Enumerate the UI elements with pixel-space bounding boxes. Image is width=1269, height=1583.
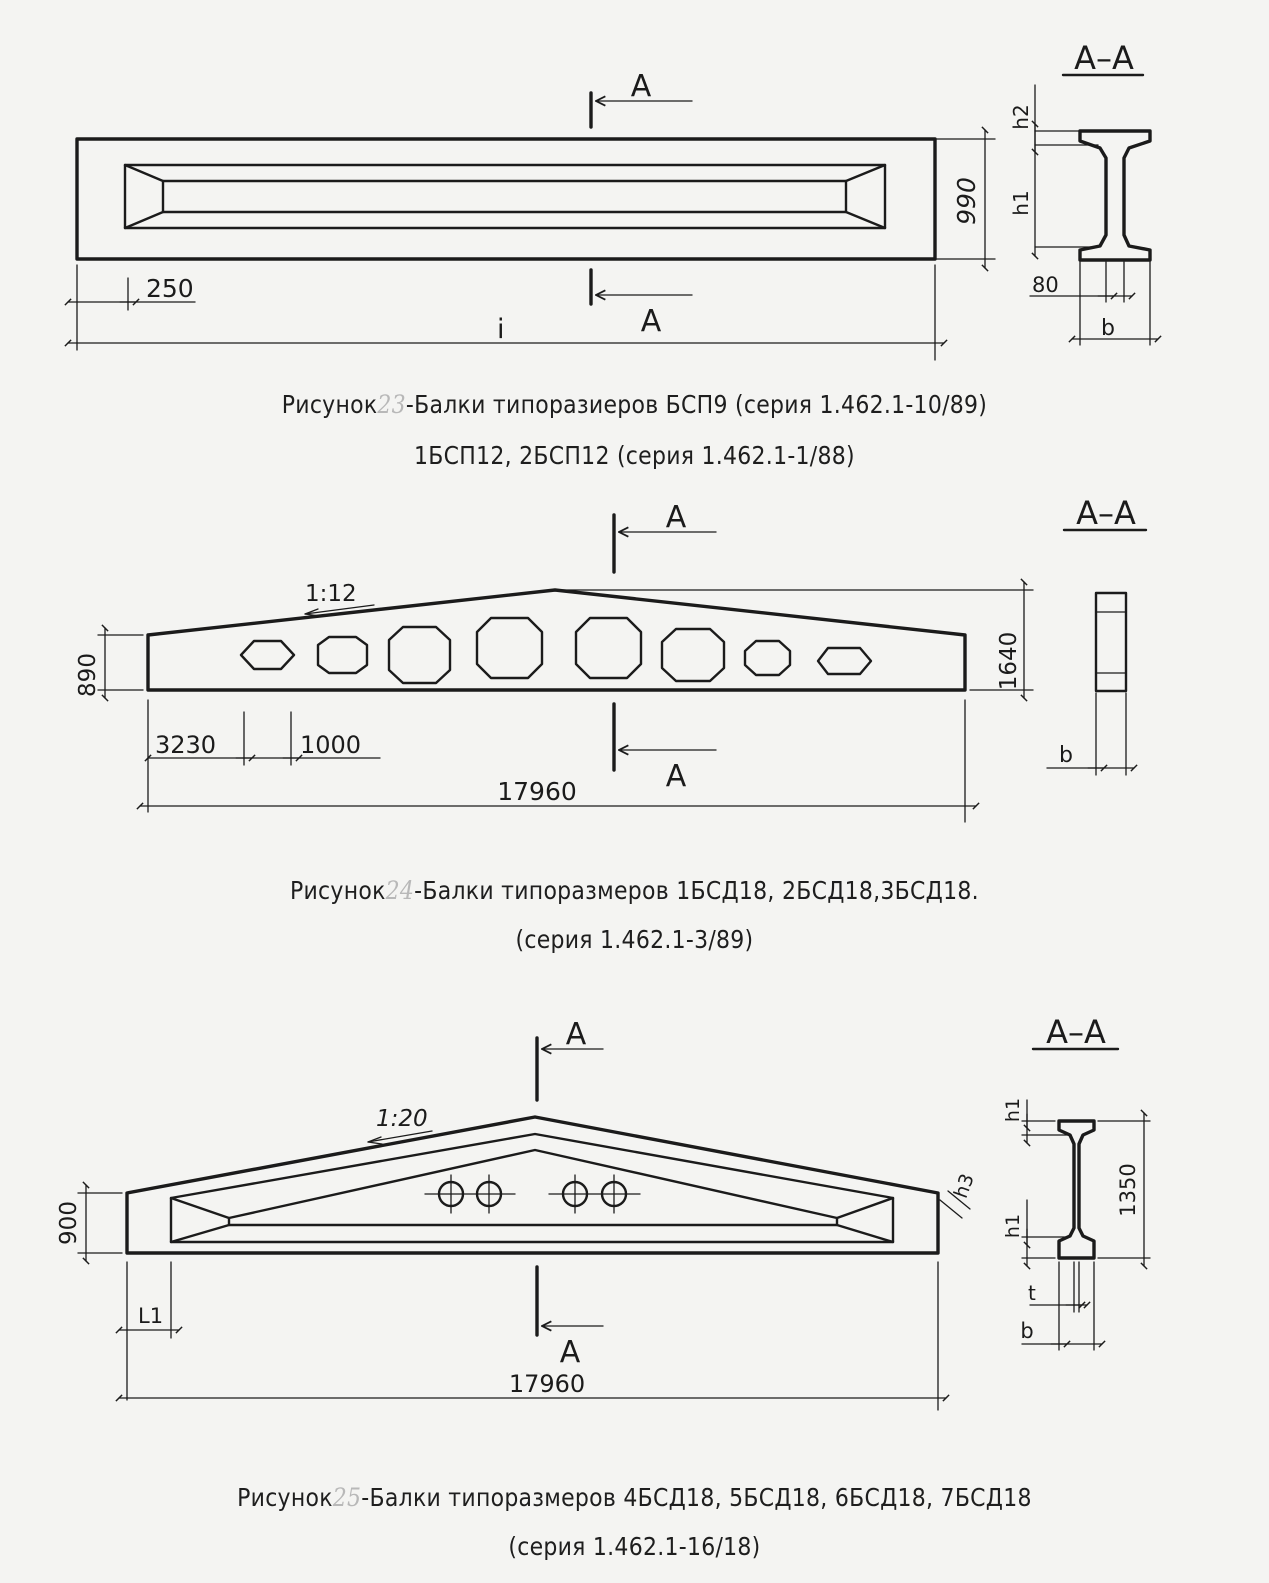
caption-figure-23 [76, 390, 1193, 419]
dim-length-17960: 17960 [508, 1370, 586, 1398]
dim-h3: h3 [949, 1170, 979, 1202]
figure-24 [75, 494, 1146, 822]
section-23-AA [1009, 39, 1158, 345]
caption-prefix: Рисунок [281, 390, 378, 419]
dimensions-24 [75, 582, 1033, 822]
cut-label-bottom: A [559, 1335, 581, 1370]
caption-figure-23-line2 [76, 441, 1193, 470]
caption-number: 25 [332, 1483, 362, 1512]
cut-label-bottom: A [640, 304, 662, 339]
dim-length-17960: 17960 [497, 777, 577, 806]
slope-label: 1:20 [376, 1106, 428, 1132]
web-holes [425, 1175, 640, 1213]
dim-mid-height-1640: 1640 [996, 631, 1022, 691]
section-24-AA [1047, 494, 1146, 775]
caption-line2: 1БСП12, 2БСП12 (серия 1.462.1-1/88) [414, 441, 855, 470]
sec-h1-bottom: h1 [1002, 1213, 1024, 1239]
dim-l1: L1 [138, 1304, 164, 1328]
caption-figure-25 [76, 1483, 1193, 1512]
caption-figure-24 [76, 876, 1193, 905]
caption-number: 23 [377, 390, 406, 419]
caption-line1: -Балки типоразмеров 1БСД18, 2БСД18,3БСД18. [414, 876, 979, 905]
sec-b: b [1020, 1319, 1034, 1343]
dim-end-height-900: 900 [56, 1201, 82, 1245]
dim-first-3230: 3230 [155, 731, 217, 759]
beam-24-elevation [148, 590, 965, 690]
caption-line1: -Балки типоразиеров БСП9 (серия 1.462.1-10/89) [405, 390, 988, 419]
caption-line2: (серия 1.462.1-16/18) [508, 1532, 761, 1561]
cut-label-top: A [630, 69, 652, 104]
cut-marker-24 [614, 500, 716, 794]
cut-label-top: A [565, 1017, 587, 1052]
sec-height-1350: 1350 [1116, 1163, 1140, 1217]
dim-height-990: 990 [952, 177, 981, 225]
beam-25-elevation [127, 1117, 938, 1253]
section-label: A–A [1046, 1013, 1106, 1051]
cut-label-bottom: A [665, 759, 687, 794]
caption-figure-24-line2 [76, 925, 1193, 954]
caption-prefix: Рисунок [289, 876, 386, 905]
web-openings [241, 618, 871, 683]
sec-t: t [1028, 1281, 1036, 1305]
sec-h1: h1 [1009, 190, 1033, 216]
caption-prefix: Рисунок [237, 1483, 333, 1512]
beam-23-elevation [77, 139, 935, 259]
dim-end-height-890: 890 [75, 653, 101, 697]
section-25-AA [1002, 1013, 1150, 1350]
caption-line2: (серия 1.462.1-3/89) [515, 925, 754, 954]
sec-h1-top: h1 [1002, 1097, 1024, 1123]
cut-marker-23 [591, 69, 692, 339]
caption-figure-25-line2 [76, 1532, 1193, 1561]
caption-line1: -Балки типоразмеров 4БСД18, 5БСД18, 6БСД18, 7БСД18 [361, 1483, 1032, 1512]
cut-label-top: A [665, 500, 687, 535]
caption-number: 24 [385, 876, 415, 905]
sec-b: b [1059, 743, 1073, 768]
slope-label: 1:12 [305, 581, 357, 607]
figure-25 [56, 1013, 1150, 1410]
dim-length-i: i [497, 314, 505, 345]
figure-23 [68, 39, 1158, 360]
sec-h2: h2 [1009, 104, 1033, 130]
sec-b: b [1101, 316, 1115, 341]
sec-80: 80 [1032, 273, 1059, 297]
section-label: A–A [1076, 494, 1136, 532]
dim-end-250: 250 [146, 274, 194, 303]
section-label: A–A [1074, 39, 1134, 77]
dim-step-1000: 1000 [300, 731, 362, 759]
